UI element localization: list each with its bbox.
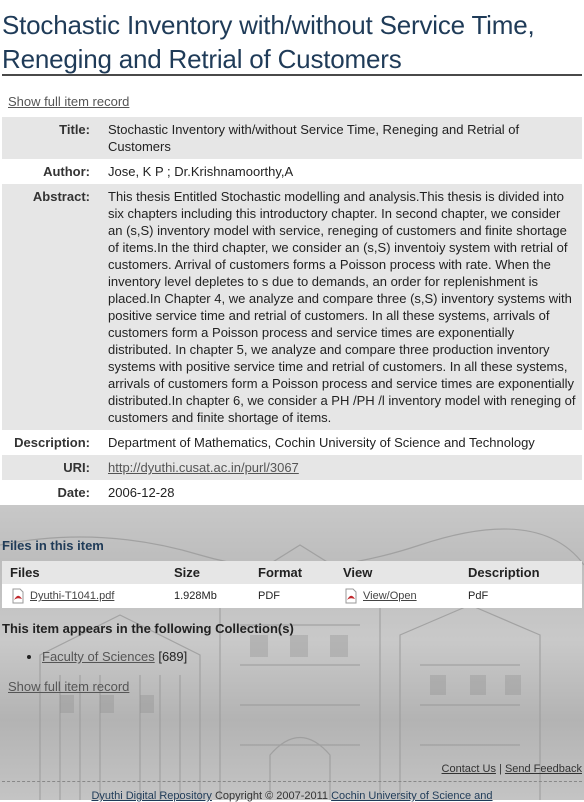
- collection-count: [689]: [158, 649, 188, 664]
- title-divider: [2, 74, 582, 76]
- view-open-link[interactable]: View/Open: [363, 589, 417, 602]
- footer-separator: |: [499, 763, 502, 775]
- metadata-value-abstract: This thesis Entitled Stochastic modelling and analysis.This thesis is divided into six chapters including this introductory chapter. In second chapter, we consider an (s,S) inventory model with service, reneging of customers and finite shortage of items.In the third chapter, we consider an (s,S) inventoiy system with retrial of customers. Arrival of customers forms a Poisson process with rate. When the inventory level depletes to s due to demands, an order for replenishment is placed.In Chapter 4, we analyze and compare three (s,S) inventory systems with positive service time and retrial of customers. In all these systems, arrivals of customers form a Poisson process and service times are exponentially distributed. In chapter 5, we analyze and compare three production inventory systems with positive service time and retrial of customers. In all these systems, arrivals of customers form a Poisson process and service times are exponentially distributed.In chapter 6, we consider a PH /PH /l inventory model with reneging of customers and finite shortage of items.: [96, 184, 582, 430]
- pdf-icon: [343, 588, 359, 604]
- metadata-row-description: [2, 430, 582, 455]
- university-link[interactable]: Cochin University of Science and: [331, 790, 493, 802]
- column-header-files: Files: [2, 561, 166, 584]
- files-table: [2, 561, 582, 608]
- metadata-row-uri: [2, 455, 582, 480]
- file-cell: [2, 584, 166, 608]
- metadata-label: Title:: [2, 117, 96, 159]
- collections-heading: This item appears in the following Collection(s): [2, 621, 294, 636]
- metadata-label: Author:: [2, 159, 96, 184]
- file-format: PDF: [250, 584, 335, 608]
- column-header-description: Description: [460, 561, 582, 584]
- collection-link-faculty-of-sciences[interactable]: Faculty of Sciences: [42, 649, 155, 664]
- pdf-icon: [10, 588, 26, 604]
- copyright-line: [0, 790, 584, 802]
- copyright-text: Copyright © 2007-2011: [211, 790, 332, 802]
- metadata-label: Date:: [2, 480, 96, 505]
- metadata-row-abstract: [2, 184, 582, 430]
- metadata-value-title: Stochastic Inventory with/without Service Time, Reneging and Retrial of Customers: [96, 117, 582, 159]
- collections-list: [24, 649, 187, 664]
- list-item: [42, 649, 187, 664]
- metadata-row-author: [2, 159, 582, 184]
- show-full-record-link[interactable]: Show full item record: [8, 94, 130, 109]
- column-header-size: Size: [166, 561, 250, 584]
- metadata-label: Abstract:: [2, 184, 96, 430]
- column-header-format: Format: [250, 561, 335, 584]
- send-feedback-link[interactable]: Send Feedback: [504, 763, 582, 775]
- metadata-row-date: [2, 480, 582, 505]
- show-full-record-link-bottom[interactable]: Show full item record: [8, 679, 130, 694]
- metadata-table: [2, 117, 582, 505]
- uri-link[interactable]: http://dyuthi.cusat.ac.in/purl/3067: [108, 460, 299, 475]
- metadata-value-date: 2006-12-28: [96, 480, 582, 505]
- footer-links: [442, 763, 582, 775]
- files-heading: Files in this item: [2, 538, 104, 553]
- footer-divider: [2, 781, 582, 782]
- table-row: [2, 584, 582, 608]
- metadata-label: URI:: [2, 455, 96, 480]
- metadata-value-author: Jose, K P ; Dr.Krishnamoorthy,A: [96, 159, 582, 184]
- metadata-value-uri: [96, 455, 582, 480]
- metadata-label: Description:: [2, 430, 96, 455]
- metadata-row-title: [2, 117, 582, 159]
- repository-link[interactable]: Dyuthi Digital Repository: [91, 790, 212, 802]
- column-header-view: View: [335, 561, 460, 584]
- file-link[interactable]: Dyuthi-T1041.pdf: [30, 589, 115, 602]
- view-cell: [335, 584, 460, 608]
- file-size: 1.928Mb: [166, 584, 250, 608]
- page-title: Stochastic Inventory with/without Service Time, Reneging and Retrial of Customers: [2, 10, 535, 74]
- contact-us-link[interactable]: Contact Us: [441, 763, 496, 775]
- files-header-row: [2, 561, 582, 584]
- file-description: PdF: [460, 584, 582, 608]
- metadata-value-description: Department of Mathematics, Cochin University of Science and Technology: [96, 430, 582, 455]
